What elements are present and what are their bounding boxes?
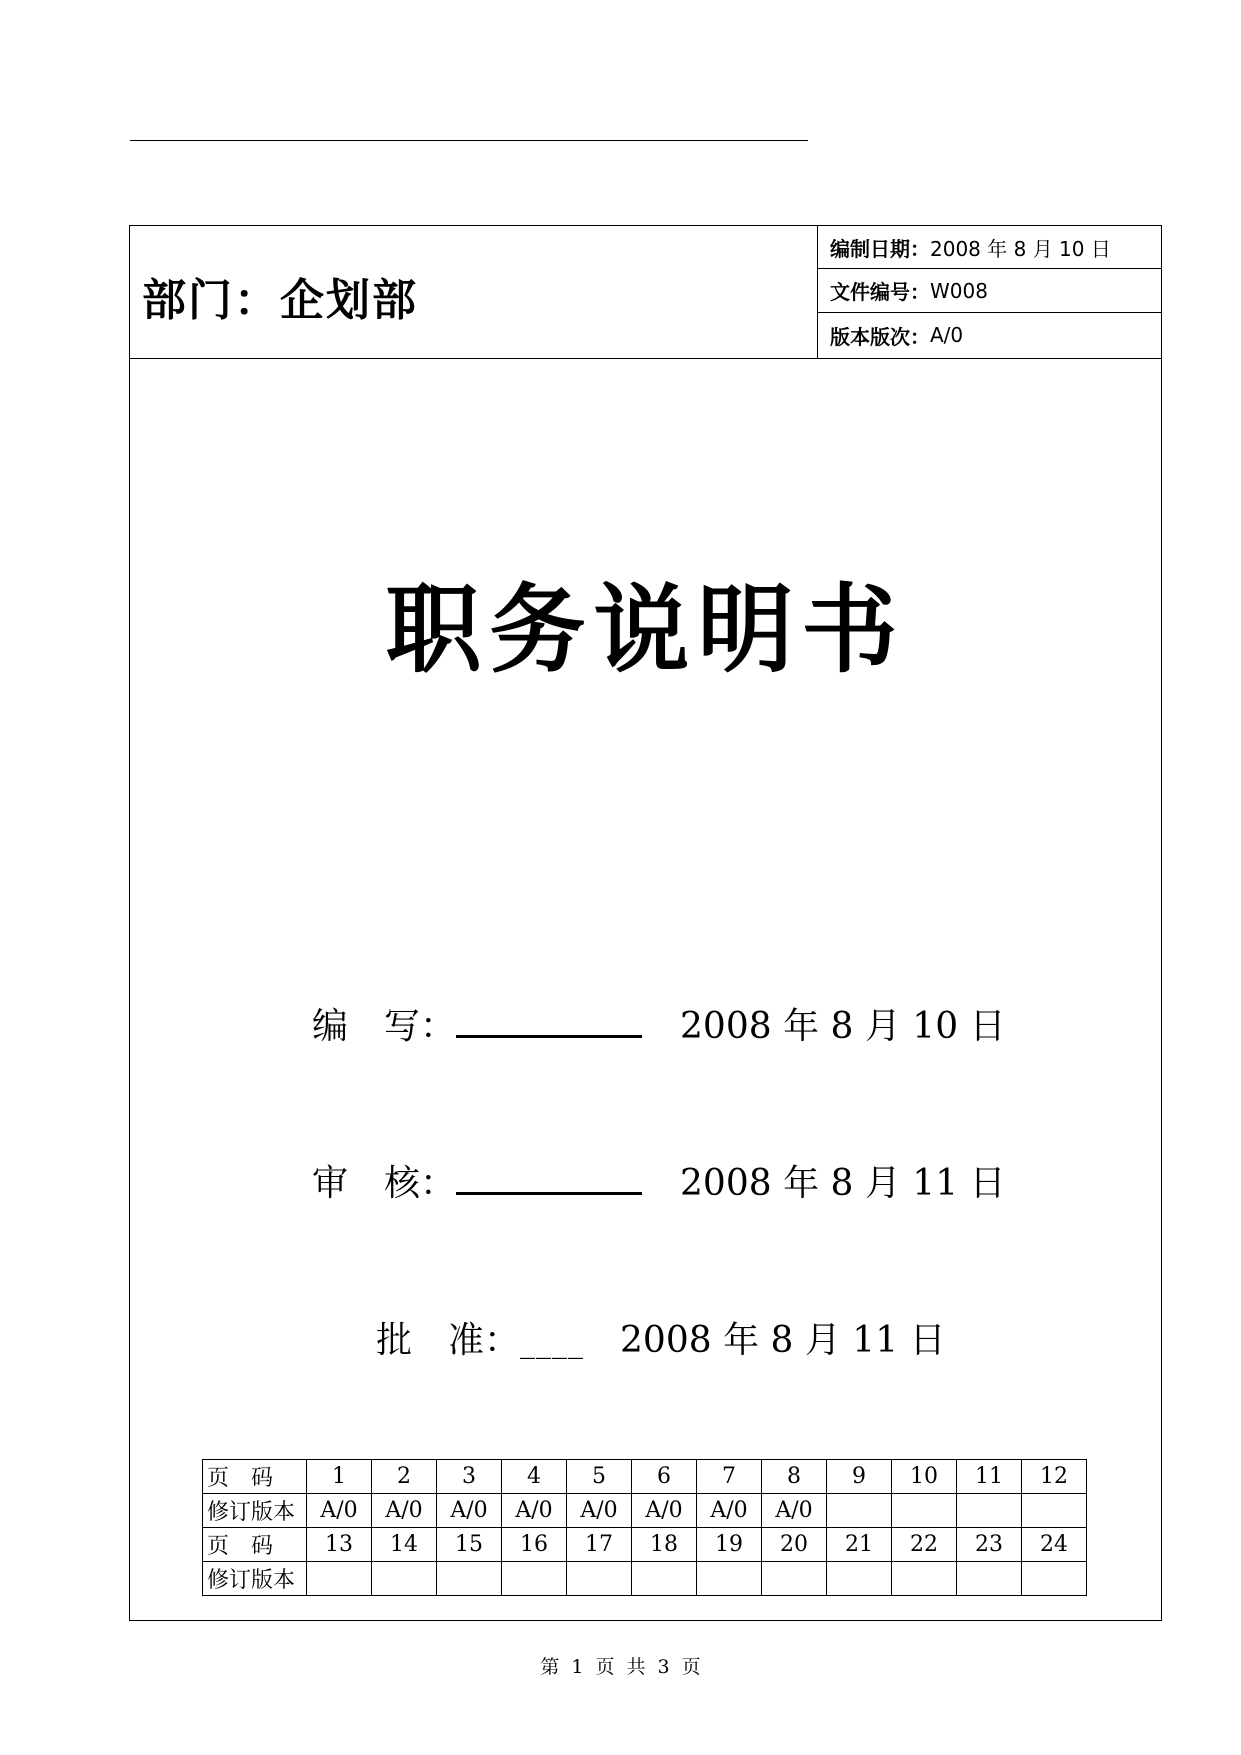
page-cell: 9 <box>827 1460 892 1494</box>
page-footer: 第 1 页 共 3 页 <box>540 1656 701 1678</box>
revision-table <box>202 1459 1087 1596</box>
page-cell: 10 <box>892 1460 957 1494</box>
revision-cell <box>762 1562 827 1596</box>
table-row <box>203 1460 1087 1494</box>
document-frame <box>129 225 1162 1621</box>
doc-no-label: 文件编号： <box>830 280 930 304</box>
version-value: A/0 <box>930 323 964 347</box>
revision-cell: A/0 <box>502 1494 567 1528</box>
revision-cell <box>502 1562 567 1596</box>
version-row <box>818 313 1161 357</box>
approve-date: 2008 年 8 月 11 日 <box>620 1320 946 1361</box>
header-row <box>130 226 1161 359</box>
page-header-cell: 页 码 <box>203 1528 307 1562</box>
page-cell: 11 <box>957 1460 1022 1494</box>
page-cell: 17 <box>567 1528 632 1562</box>
page-cell: 14 <box>372 1528 437 1562</box>
revision-cell <box>567 1562 632 1596</box>
review-signature-line <box>312 1155 1006 1206</box>
page-cell: 19 <box>697 1528 762 1562</box>
page-cell: 6 <box>632 1460 697 1494</box>
page-cell: 13 <box>307 1528 372 1562</box>
revision-cell <box>892 1562 957 1596</box>
compile-date-row <box>818 226 1161 269</box>
review-date: 2008 年 8 月 11 日 <box>680 1163 1006 1204</box>
revision-cell: A/0 <box>632 1494 697 1528</box>
revision-cell: A/0 <box>567 1494 632 1528</box>
review-label: 审 核： <box>312 1163 457 1204</box>
revision-cell <box>372 1562 437 1596</box>
page-cell: 8 <box>762 1460 827 1494</box>
revision-cell <box>1022 1494 1087 1528</box>
page-cell: 23 <box>957 1528 1022 1562</box>
page-cell: 3 <box>437 1460 502 1494</box>
revision-header-cell: 修订版本 <box>203 1562 307 1596</box>
page-cell: 12 <box>1022 1460 1087 1494</box>
page-cell: 15 <box>437 1528 502 1562</box>
header-rule <box>130 140 808 141</box>
revision-cell <box>307 1562 372 1596</box>
meta-box <box>817 226 1161 358</box>
write-signature-blank <box>456 1007 642 1038</box>
write-date: 2008 年 8 月 10 日 <box>680 1006 1006 1047</box>
revision-cell: A/0 <box>372 1494 437 1528</box>
page-cell: 22 <box>892 1528 957 1562</box>
revision-cell <box>957 1562 1022 1596</box>
table-row <box>203 1494 1087 1528</box>
revision-cell: A/0 <box>697 1494 762 1528</box>
compile-date-label: 编制日期： <box>830 236 930 261</box>
doc-no-value: W008 <box>930 278 988 303</box>
compile-date-value: 2008 年 8 月 10 日 <box>930 236 1111 261</box>
document-title: 职务说明书 <box>385 574 906 686</box>
revision-cell <box>437 1562 502 1596</box>
approve-signature-line <box>376 1312 946 1363</box>
revision-cell: A/0 <box>762 1494 827 1528</box>
revision-cell <box>1022 1562 1087 1596</box>
revision-cell <box>827 1562 892 1596</box>
department-title: 部门：企划部 <box>142 275 418 326</box>
table-row <box>203 1562 1087 1596</box>
revision-cell <box>827 1494 892 1528</box>
page-cell: 20 <box>762 1528 827 1562</box>
page-cell: 21 <box>827 1528 892 1562</box>
revision-cell <box>697 1562 762 1596</box>
revision-cell: A/0 <box>307 1494 372 1528</box>
page-cell: 24 <box>1022 1528 1087 1562</box>
revision-cell: A/0 <box>437 1494 502 1528</box>
write-signature-line <box>312 998 1006 1049</box>
page-cell: 2 <box>372 1460 437 1494</box>
version-label: 版本版次： <box>830 324 930 349</box>
page-cell: 18 <box>632 1528 697 1562</box>
page-cell: 16 <box>502 1528 567 1562</box>
doc-no-row <box>818 269 1161 313</box>
page-cell: 4 <box>502 1460 567 1494</box>
revision-cell <box>892 1494 957 1528</box>
revision-header-cell: 修订版本 <box>203 1494 307 1528</box>
page-cell: 1 <box>307 1460 372 1494</box>
approve-label: 批 准： <box>376 1320 521 1361</box>
review-signature-blank <box>456 1164 642 1195</box>
revision-cell <box>632 1562 697 1596</box>
table-row <box>203 1528 1087 1562</box>
revision-cell <box>957 1494 1022 1528</box>
page-cell: 5 <box>567 1460 632 1494</box>
approve-signature-blank: ____ <box>520 1325 585 1360</box>
page-header-cell: 页 码 <box>203 1460 307 1494</box>
page-cell: 7 <box>697 1460 762 1494</box>
write-label: 编 写： <box>312 1006 457 1047</box>
